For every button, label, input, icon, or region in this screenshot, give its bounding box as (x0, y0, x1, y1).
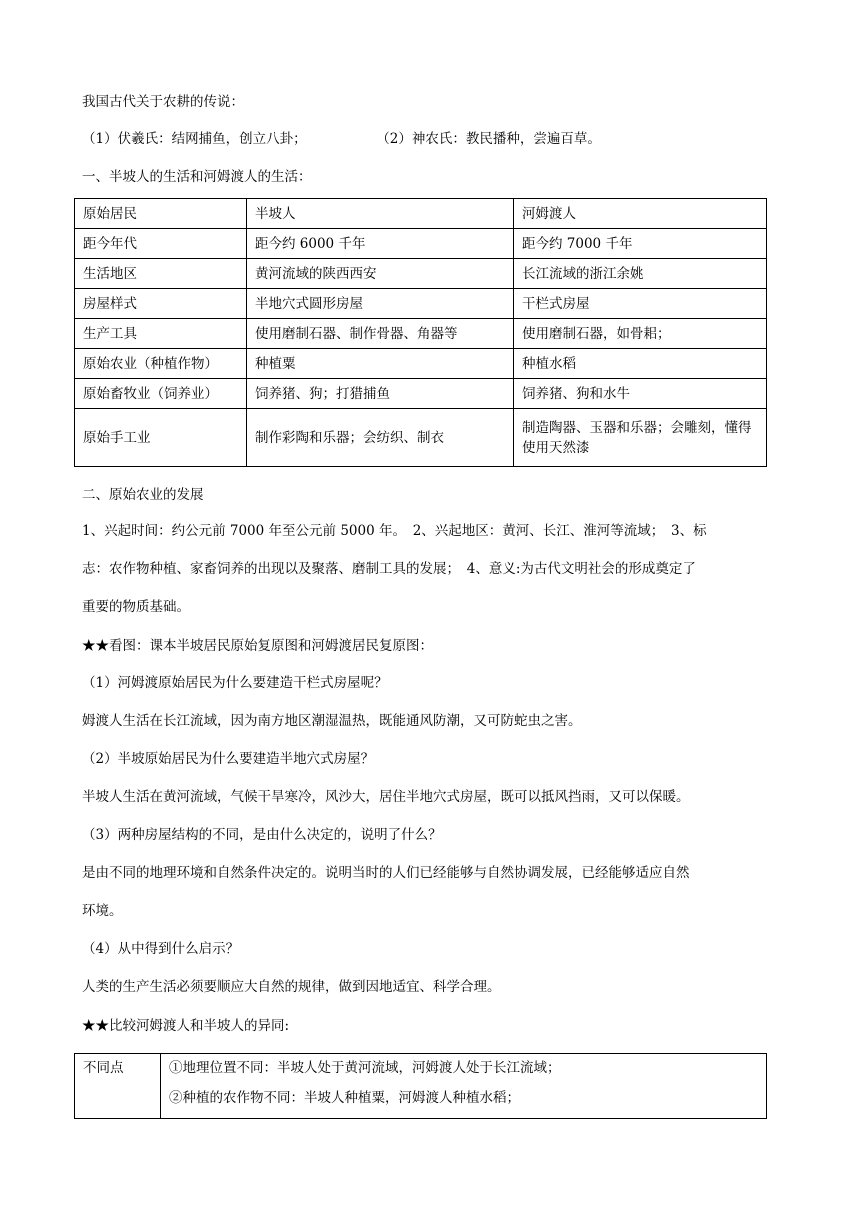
question-1: （1）河姆渡原始居民为什么要建造干栏式房屋呢？ (82, 675, 388, 691)
table-cell: 制作彩陶和乐器；会纺织、制衣 (247, 409, 514, 467)
question-3: （3）两种房屋结构的不同，是由什么决定的，说明了什么？ (82, 827, 442, 843)
table-cell: 饲养猪、狗和水牛 (514, 379, 767, 409)
table-cell: 使用磨制石器，如骨耜； (514, 319, 767, 349)
residents-comparison-table (74, 198, 767, 467)
difference-points-cell (161, 1054, 767, 1119)
table-header-row (75, 199, 767, 229)
difference-label-cell: 不同点 (75, 1054, 161, 1119)
table-row (75, 379, 767, 409)
table-cell: 制造陶器、玉器和乐器；会雕刻，懂得使用天然漆 (514, 409, 767, 467)
table-row (75, 1054, 767, 1119)
table-cell: 房屋样式 (75, 289, 247, 319)
differences-table (74, 1053, 767, 1119)
look-title: ★★看图：课本半坡居民原始复原图和河姆渡居民复原图： (82, 638, 433, 654)
section1-title: 一、半坡人的生活和河姆渡人的生活： (82, 169, 312, 185)
question-2: （2）半坡原始居民为什么要建造半地穴式房屋？ (82, 751, 375, 767)
intro-heading: 我国古代关于农耕的传说： (82, 94, 244, 110)
table-cell: 距今约 7000 千年 (514, 229, 767, 259)
table-header-cell: 原始居民 (75, 199, 247, 229)
table-cell: 种植水稻 (514, 349, 767, 379)
section2-paragraph-line: 1、兴起时间：约公元前 7000 年至公元前 5000 年。 2、兴起地区：黄河、长江、淮河等流域； 3、标 (82, 523, 707, 539)
difference-point: ①地理位置不同：半坡人处于黄河流域，河姆渡人处于长江流域； (169, 1060, 561, 1076)
table-cell: 半地穴式圆形房屋 (247, 289, 514, 319)
table-cell: 干栏式房屋 (514, 289, 767, 319)
table-cell: 种植粟 (247, 349, 514, 379)
answer-3-line: 是由不同的地理环境和自然条件决定的。说明当时的人们已经能够与自然协调发展，已经能够适应自然 (82, 865, 690, 881)
answer-4: 人类的生产生活必须要顺应大自然的规律，做到因地适宜、科学合理。 (82, 979, 501, 995)
table-row (75, 289, 767, 319)
table-row (75, 259, 767, 289)
section2-title: 二、原始农业的发展 (82, 487, 204, 503)
difference-point: ②种植的农作物不同：半坡人种植粟，河姆渡人种植水稻； (169, 1090, 520, 1106)
legend-shennong: （2）神农氏：教民播种，尝遍百草。 (376, 131, 601, 147)
table-cell: 原始农业（种植作物） (75, 349, 247, 379)
table-cell: 距今年代 (75, 229, 247, 259)
table-cell: 生产工具 (75, 319, 247, 349)
answer-3-line: 环境。 (82, 903, 123, 919)
table-row (75, 319, 767, 349)
legend-line (82, 129, 601, 149)
table-cell: 黄河流域的陕西西安 (247, 259, 514, 289)
table-header-cell: 半坡人 (247, 199, 514, 229)
table-row (75, 409, 767, 467)
table-cell: 生活地区 (75, 259, 247, 289)
section2-paragraph-line: 志：农作物种植、家畜饲养的出现以及聚落、磨制工具的发展； 4、意义:为古代文明社会的形成奠定了 (82, 561, 696, 577)
answer-1: 姆渡人生活在长江流域，因为南方地区潮湿温热，既能通风防潮，又可防蛇虫之害。 (82, 713, 582, 729)
answer-2: 半坡人生活在黄河流域，气候干旱寒冷，风沙大，居住半地穴式房屋，既可以抵风挡雨，又可以保暖。 (82, 789, 690, 805)
table-cell: 距今约 6000 千年 (247, 229, 514, 259)
legend-fuxi: （1）伏羲氏：结网捕鱼，创立八卦； (82, 131, 307, 147)
table-row (75, 349, 767, 379)
table-cell: 原始手工业 (75, 409, 247, 467)
table-row (75, 229, 767, 259)
table-cell: 使用磨制石器、制作骨器、角器等 (247, 319, 514, 349)
table-header-cell: 河姆渡人 (514, 199, 767, 229)
table-cell: 长江流域的浙江余姚 (514, 259, 767, 289)
table-cell: 饲养猪、狗；打猎捕鱼 (247, 379, 514, 409)
question-4: （4）从中得到什么启示？ (82, 941, 240, 957)
section2-paragraph-line: 重要的物质基础。 (82, 599, 190, 615)
table-cell: 原始畜牧业（饲养业） (75, 379, 247, 409)
compare-title: ★★比较河姆渡人和半坡人的异同: (82, 1018, 290, 1034)
